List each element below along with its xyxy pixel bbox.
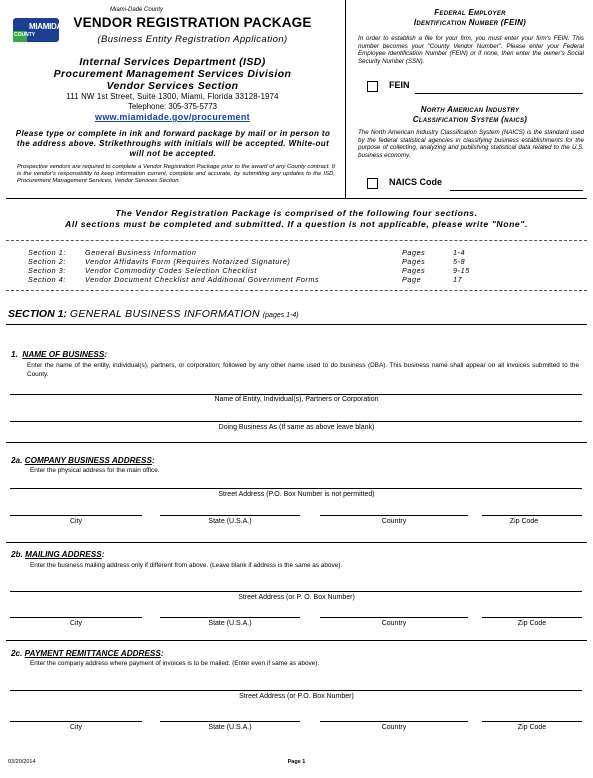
q2c-heading: 2c. PAYMENT REMITTANCE ADDRESS: xyxy=(11,649,164,658)
naics-title-2: Classification System (naics) xyxy=(412,115,528,124)
q2b-city-label: City xyxy=(69,620,83,627)
dept-line-3: Vendor Services Section xyxy=(106,80,239,92)
q2a-street-line[interactable] xyxy=(10,488,582,489)
section-row-num-3: Section 3: xyxy=(28,266,66,275)
naics-checkbox[interactable] xyxy=(367,178,378,189)
dept-line-2: Procurement Management Services Division xyxy=(53,68,292,80)
fein-title-2: Identification Number (FEIN) xyxy=(413,18,527,27)
q2a-country-line[interactable] xyxy=(320,515,468,516)
q1-dba-line[interactable] xyxy=(10,421,582,422)
q2c-zip-line[interactable] xyxy=(482,721,582,722)
q2a-zip-label: Zip Code xyxy=(509,518,539,525)
sections-top-rule xyxy=(6,240,587,241)
section-row-pageslabel-2: Pages xyxy=(402,257,426,266)
section-row-pageslabel-3: Pages xyxy=(402,266,426,275)
q2b-country-line[interactable] xyxy=(320,617,468,618)
sections-bottom-rule xyxy=(6,290,587,291)
naics-title-1: North American Industry xyxy=(420,105,520,114)
q1-name-label: Name of Entity, Individual(s), Partners or Corporation xyxy=(214,396,379,403)
county-small-label: Miami-Dade County xyxy=(110,7,164,13)
q1-name-line[interactable] xyxy=(10,394,582,395)
q2b-state-line[interactable] xyxy=(160,617,300,618)
q2a-street-label: Street Address (P.O. Box Number is not permitted) xyxy=(218,491,375,498)
q2b-heading: 2b. MAILING ADDRESS: xyxy=(11,550,105,559)
q2b-country-label: Country xyxy=(381,620,407,627)
fein-title-1: Federal Employer xyxy=(434,8,506,17)
q2a-state-line[interactable] xyxy=(160,515,300,516)
q2a-zip-line[interactable] xyxy=(482,515,582,516)
section-row-pages-2: 5-8 xyxy=(453,257,466,266)
section-1-heading: SECTION 1: GENERAL BUSINESS INFORMATION (pages 1-4) xyxy=(8,308,299,320)
section-row-pages-1: 1-4 xyxy=(453,248,466,257)
q2b-zip-label: Zip Code xyxy=(517,620,547,627)
section-row-pages-4: 17 xyxy=(453,275,463,284)
section-row-title-3: Vendor Commodity Codes Selection Checklist xyxy=(85,266,257,275)
q2b-end-rule xyxy=(6,640,587,641)
naics-input-line[interactable] xyxy=(450,190,583,191)
fein-text: In order to establish a file for your firm, you must enter your firm's FEIN. This number becomes your "County Vendor Number". Please enter your Federal Employee Identification Number (FEIN) or if none, then enter the owner's Social Security Number (SSN). xyxy=(358,35,584,65)
instructions-text: Please type or complete in ink and forward package by mail or in person to the address above. Strikethroughs with initials will be accepted. White-out will not be accepted. xyxy=(15,129,331,158)
package-line-2: All sections must be completed and submitted. If a question is not applicable, please write "None". xyxy=(65,219,528,229)
prospective-vendors-text: Prospective vendors are required to complete a Vendor Registration Package prior to the award of any County contract. It is the vendor's responsibility to keep information current, complete and accurate, by submitting any updates to the ISD, Procurement Management Services, Vendor Services Section. xyxy=(17,164,335,185)
section-row-title-4: Vendor Document Checklist and Additional Government Forms xyxy=(85,275,320,284)
dept-line-1: Internal Services Department (ISD) xyxy=(79,56,266,68)
fein-label: FEIN xyxy=(389,80,410,90)
fein-input-line[interactable] xyxy=(415,93,583,94)
header-rule xyxy=(6,198,587,199)
q2a-description: Enter the physical address for the main office. xyxy=(30,467,160,474)
section-row-pageslabel-1: Pages xyxy=(402,248,426,257)
q1-end-rule xyxy=(6,442,587,443)
header-divider xyxy=(345,0,346,198)
q2a-city-label: City xyxy=(69,518,83,525)
q2a-city-line[interactable] xyxy=(10,515,142,516)
section-row-num-2: Section 2: xyxy=(28,257,66,266)
q2b-street-line[interactable] xyxy=(10,591,582,592)
q2b-street-label: Street Address (or P. O. Box Number) xyxy=(238,594,355,601)
section-row-title-2: Vendor Affidavits Form (Requires Notarized Signature) xyxy=(85,257,291,266)
package-line-1: The Vendor Registration Package is comprised of the following four sections. xyxy=(115,208,478,218)
page-title: VENDOR REGISTRATION PACKAGE xyxy=(73,15,312,30)
section-row-num-1: Section 1: xyxy=(28,248,66,257)
q2c-state-line[interactable] xyxy=(160,721,300,722)
footer-page-number: Page 1 xyxy=(287,759,306,765)
website-link[interactable]: www.miamidade.gov/procurement xyxy=(95,112,250,122)
section-1-rule xyxy=(6,324,587,325)
q1-dba-label: Doing Business As (If same as above leave blank) xyxy=(218,424,375,431)
page-subtitle: (Business Entity Registration Application) xyxy=(97,34,288,45)
footer-date: 03/20/2014 xyxy=(8,759,36,765)
section-row-num-4: Section 4: xyxy=(28,275,66,284)
q2b-city-line[interactable] xyxy=(10,617,142,618)
naics-text: The North American Industry Classification System (NAICS) is the standard used by the federal statistical agencies in classifying business establishments for the purpose of collecting, analyzing and publishing statistical data related to the U.S. business economy. xyxy=(358,129,584,159)
q2b-state-label: State (U.S.A.) xyxy=(208,620,252,627)
q2c-description: Enter the company address where payment of invoices is to be mailed. (Enter even if same as above). xyxy=(30,660,320,667)
q2a-end-rule xyxy=(6,542,587,543)
q2c-state-label: State (U.S.A.) xyxy=(208,724,252,731)
q2a-country-label: Country xyxy=(381,518,407,525)
q2c-street-line[interactable] xyxy=(10,690,582,691)
miami-dade-logo: MIAMIDADE COUNTY xyxy=(13,18,59,42)
fein-checkbox[interactable] xyxy=(367,81,378,92)
telephone-line: Telephone: 305-375-5773 xyxy=(128,102,217,111)
q2c-country-label: Country xyxy=(381,724,407,731)
section-row-title-1: General Business Information xyxy=(85,248,197,257)
q2a-state-label: State (U.S.A.) xyxy=(208,518,252,525)
q2c-street-label: Street Address (or P.O. Box Number) xyxy=(239,693,354,700)
section-row-pages-3: 9-15 xyxy=(453,266,470,275)
address-line: 111 NW 1st Street, Suite 1300, Miami, Florida 33128-1974 xyxy=(66,92,279,101)
q2c-city-label: City xyxy=(69,724,83,731)
section-row-pageslabel-4: Page xyxy=(402,275,422,284)
naics-label: NAICS Code xyxy=(389,177,443,187)
q2b-zip-line[interactable] xyxy=(482,617,582,618)
q2b-description: Enter the business mailing address only if different from above. (Leave blank if address is the same as above). xyxy=(30,562,343,569)
q1-description: Enter the name of the entity, individual(s), partners, or corporation; followed by any other name used to do business (DBA). This business name shall appear on all invoices submitted to the County. xyxy=(27,362,579,378)
q1-heading: 1. NAME OF BUSINESS: xyxy=(11,350,108,359)
q2a-heading: 2a. COMPANY BUSINESS ADDRESS: xyxy=(11,456,155,465)
q2c-city-line[interactable] xyxy=(10,721,142,722)
q2c-country-line[interactable] xyxy=(320,721,468,722)
q2c-zip-label: Zip Code xyxy=(517,724,547,731)
